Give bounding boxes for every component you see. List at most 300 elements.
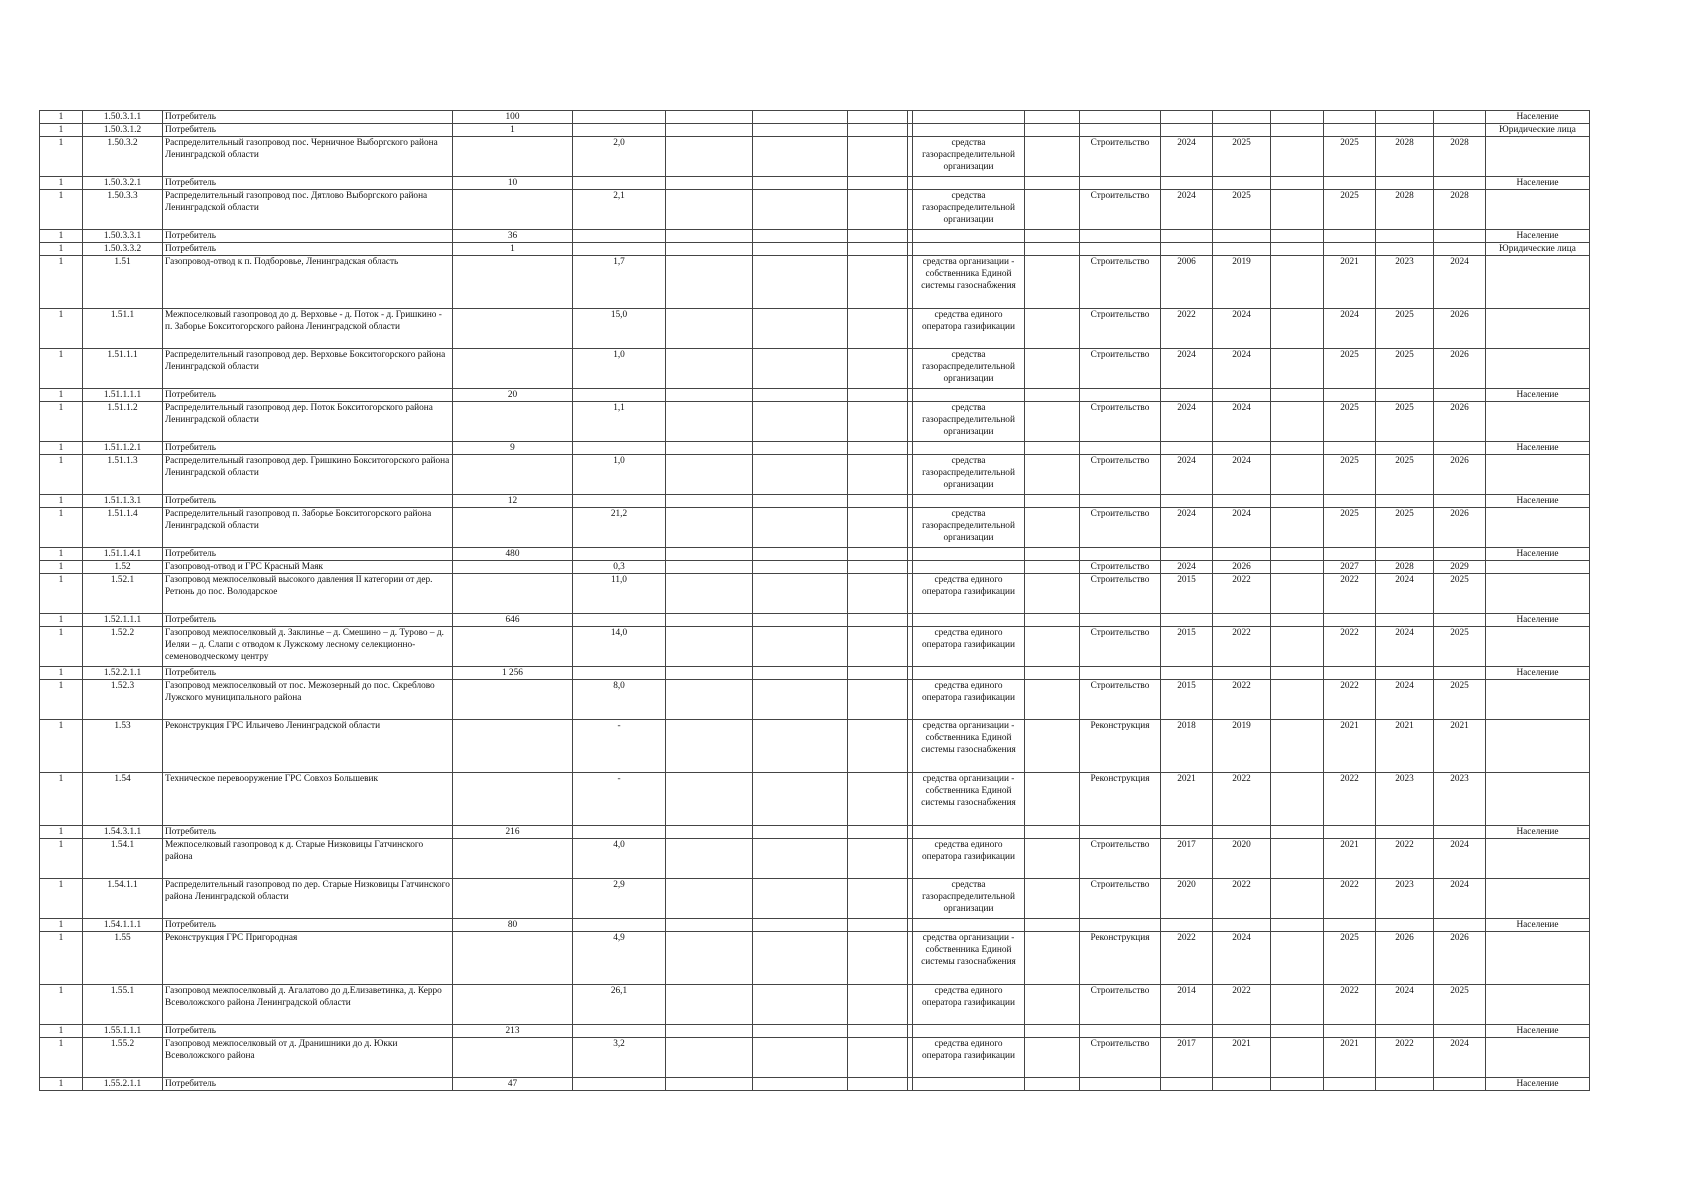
- col-5-cell: [666, 230, 753, 243]
- object-name-cell: Газопровод межпоселковый от д. Дранишники до д. Юкки Всеволожского района: [163, 1038, 453, 1078]
- col-14-cell: [1271, 614, 1324, 627]
- col-6-cell: [753, 1038, 848, 1078]
- start-year-cell: 2024: [1161, 349, 1213, 389]
- col-7-cell: [848, 349, 908, 389]
- col-14-cell: [1271, 720, 1324, 773]
- item-code-cell: 1.54.1.1.1: [83, 919, 163, 932]
- work-type-cell: Строительство: [1080, 1038, 1161, 1078]
- work-type-cell: Строительство: [1080, 561, 1161, 574]
- col-6-cell: [753, 124, 848, 137]
- length-km-cell: 4,0: [573, 839, 666, 879]
- year-1-cell: [1324, 826, 1376, 839]
- item-code-cell: 1.50.3.1.1: [83, 111, 163, 124]
- object-name-cell: Реконструкция ГРС Пригородная: [163, 932, 453, 985]
- work-type-cell: [1080, 177, 1161, 190]
- col-7-cell: [848, 1078, 908, 1091]
- consumer-type-cell: Население: [1486, 495, 1590, 508]
- object-name-cell: Распределительный газопровод по дер. Старые Низковицы Гатчинского района Ленинградской области: [163, 879, 453, 919]
- funding-source-cell: [913, 614, 1025, 627]
- col-7-cell: [848, 124, 908, 137]
- table-row: [40, 190, 1590, 230]
- row-level-cell: 1: [40, 839, 83, 879]
- end-year-cell: 2019: [1213, 256, 1271, 309]
- row-level-cell: 1: [40, 985, 83, 1025]
- length-km-cell: [573, 111, 666, 124]
- col-10-cell: [1025, 455, 1080, 495]
- length-km-cell: 8,0: [573, 680, 666, 720]
- col-5-cell: [666, 111, 753, 124]
- col-14-cell: [1271, 627, 1324, 667]
- funding-source-cell: средства газораспределительной организации: [913, 137, 1025, 177]
- row-level-cell: 1: [40, 190, 83, 230]
- col-5-cell: [666, 508, 753, 548]
- start-year-cell: [1161, 124, 1213, 137]
- funding-source-cell: средства газораспределительной организации: [913, 508, 1025, 548]
- year-1-cell: [1324, 614, 1376, 627]
- col-14-cell: [1271, 495, 1324, 508]
- work-type-cell: Строительство: [1080, 455, 1161, 495]
- year-3-cell: 2025: [1434, 574, 1486, 614]
- end-year-cell: [1213, 614, 1271, 627]
- table-row: [40, 1078, 1590, 1091]
- col-6-cell: [753, 879, 848, 919]
- year-3-cell: 2024: [1434, 839, 1486, 879]
- row-level-cell: 1: [40, 495, 83, 508]
- col-14-cell: [1271, 230, 1324, 243]
- year-3-cell: 2024: [1434, 256, 1486, 309]
- col-7-cell: [848, 508, 908, 548]
- item-code-cell: 1.51.1.4.1: [83, 548, 163, 561]
- work-type-cell: [1080, 548, 1161, 561]
- start-year-cell: 2015: [1161, 627, 1213, 667]
- col-5-cell: [666, 667, 753, 680]
- funding-source-cell: средства единого оператора газификации: [913, 985, 1025, 1025]
- year-2-cell: [1376, 124, 1434, 137]
- item-code-cell: 1.51.1.3.1: [83, 495, 163, 508]
- item-code-cell: 1.51: [83, 256, 163, 309]
- funding-source-cell: [913, 389, 1025, 402]
- row-level-cell: 1: [40, 442, 83, 455]
- year-3-cell: [1434, 614, 1486, 627]
- item-code-cell: 1.52.2.1.1: [83, 667, 163, 680]
- length-km-cell: [573, 495, 666, 508]
- item-code-cell: 1.52.2: [83, 627, 163, 667]
- object-name-cell: Потребитель: [163, 230, 453, 243]
- funding-source-cell: [913, 561, 1025, 574]
- consumer-type-cell: Население: [1486, 177, 1590, 190]
- col-5-cell: [666, 256, 753, 309]
- year-1-cell: 2021: [1324, 839, 1376, 879]
- item-code-cell: 1.54: [83, 773, 163, 826]
- end-year-cell: 2022: [1213, 680, 1271, 720]
- col-10-cell: [1025, 574, 1080, 614]
- col-14-cell: [1271, 111, 1324, 124]
- length-km-cell: 15,0: [573, 309, 666, 349]
- table-row: [40, 614, 1590, 627]
- col-5-cell: [666, 627, 753, 667]
- col-14-cell: [1271, 879, 1324, 919]
- col-10-cell: [1025, 627, 1080, 667]
- table-row: [40, 243, 1590, 256]
- object-name-cell: Газопровод межпоселковый высокого давления II категории от дер. Ретюнь до пос. Володарское: [163, 574, 453, 614]
- table-row: [40, 826, 1590, 839]
- start-year-cell: [1161, 389, 1213, 402]
- end-year-cell: 2024: [1213, 349, 1271, 389]
- end-year-cell: 2022: [1213, 985, 1271, 1025]
- work-type-cell: Строительство: [1080, 190, 1161, 230]
- consumer-count-cell: [453, 508, 573, 548]
- row-level-cell: 1: [40, 111, 83, 124]
- year-1-cell: [1324, 1078, 1376, 1091]
- table-row: [40, 455, 1590, 495]
- col-10-cell: [1025, 256, 1080, 309]
- length-km-cell: [573, 1025, 666, 1038]
- start-year-cell: 2018: [1161, 720, 1213, 773]
- funding-source-cell: средства газораспределительной организации: [913, 402, 1025, 442]
- year-1-cell: [1324, 124, 1376, 137]
- funding-source-cell: средства единого оператора газификации: [913, 309, 1025, 349]
- start-year-cell: [1161, 243, 1213, 256]
- col-14-cell: [1271, 680, 1324, 720]
- year-3-cell: 2025: [1434, 680, 1486, 720]
- year-2-cell: 2028: [1376, 137, 1434, 177]
- year-1-cell: [1324, 230, 1376, 243]
- consumer-count-cell: [453, 137, 573, 177]
- col-6-cell: [753, 667, 848, 680]
- funding-source-cell: средства газораспределительной организации: [913, 455, 1025, 495]
- funding-source-cell: [913, 495, 1025, 508]
- consumer-count-cell: 1: [453, 124, 573, 137]
- work-type-cell: [1080, 614, 1161, 627]
- col-10-cell: [1025, 773, 1080, 826]
- length-km-cell: [573, 243, 666, 256]
- col-5-cell: [666, 680, 753, 720]
- consumer-count-cell: [453, 627, 573, 667]
- year-2-cell: [1376, 667, 1434, 680]
- object-name-cell: Газопровод межпоселковый д. Заклинье – д. Смешино – д. Турово – д. Иеляи – д. Слапи с отводом к Лужскому лесному селекционно-семеноводческому центру: [163, 627, 453, 667]
- year-1-cell: [1324, 1025, 1376, 1038]
- consumer-count-cell: 1: [453, 243, 573, 256]
- col-10-cell: [1025, 190, 1080, 230]
- year-2-cell: 2022: [1376, 1038, 1434, 1078]
- consumer-count-cell: [453, 720, 573, 773]
- funding-source-cell: [913, 243, 1025, 256]
- item-code-cell: 1.50.3.3: [83, 190, 163, 230]
- col-14-cell: [1271, 561, 1324, 574]
- object-name-cell: Газопровод-отвод к п. Подборовье, Ленинградская область: [163, 256, 453, 309]
- work-type-cell: [1080, 826, 1161, 839]
- col-10-cell: [1025, 402, 1080, 442]
- consumer-type-cell: [1486, 627, 1590, 667]
- year-3-cell: [1434, 667, 1486, 680]
- funding-source-cell: средства газораспределительной организации: [913, 879, 1025, 919]
- col-14-cell: [1271, 574, 1324, 614]
- consumer-count-cell: [453, 879, 573, 919]
- start-year-cell: 2024: [1161, 508, 1213, 548]
- start-year-cell: 2024: [1161, 455, 1213, 495]
- consumer-type-cell: Население: [1486, 1078, 1590, 1091]
- col-10-cell: [1025, 985, 1080, 1025]
- consumer-type-cell: [1486, 1038, 1590, 1078]
- col-14-cell: [1271, 243, 1324, 256]
- year-3-cell: 2025: [1434, 627, 1486, 667]
- object-name-cell: Потребитель: [163, 919, 453, 932]
- col-5-cell: [666, 919, 753, 932]
- start-year-cell: 2024: [1161, 137, 1213, 177]
- end-year-cell: [1213, 826, 1271, 839]
- year-1-cell: 2025: [1324, 190, 1376, 230]
- col-6-cell: [753, 932, 848, 985]
- consumer-count-cell: [453, 309, 573, 349]
- item-code-cell: 1.53: [83, 720, 163, 773]
- work-type-cell: [1080, 919, 1161, 932]
- consumer-count-cell: 36: [453, 230, 573, 243]
- consumer-type-cell: [1486, 773, 1590, 826]
- col-7-cell: [848, 548, 908, 561]
- consumer-count-cell: 10: [453, 177, 573, 190]
- col-5-cell: [666, 309, 753, 349]
- table-row: [40, 561, 1590, 574]
- row-level-cell: 1: [40, 680, 83, 720]
- year-3-cell: [1434, 548, 1486, 561]
- year-1-cell: 2022: [1324, 627, 1376, 667]
- col-6-cell: [753, 574, 848, 614]
- consumer-count-cell: 1 256: [453, 667, 573, 680]
- consumer-count-cell: [453, 574, 573, 614]
- consumer-count-cell: 480: [453, 548, 573, 561]
- row-level-cell: 1: [40, 919, 83, 932]
- col-6-cell: [753, 773, 848, 826]
- col-5-cell: [666, 574, 753, 614]
- end-year-cell: 2025: [1213, 190, 1271, 230]
- year-3-cell: 2023: [1434, 773, 1486, 826]
- col-5-cell: [666, 402, 753, 442]
- table-row: [40, 442, 1590, 455]
- col-14-cell: [1271, 349, 1324, 389]
- year-2-cell: 2022: [1376, 839, 1434, 879]
- start-year-cell: [1161, 442, 1213, 455]
- object-name-cell: Распределительный газопровод дер. Поток Бокситогорского района Ленинградской области: [163, 402, 453, 442]
- table-row: [40, 177, 1590, 190]
- col-7-cell: [848, 1038, 908, 1078]
- length-km-cell: 21,2: [573, 508, 666, 548]
- object-name-cell: Распределительный газопровод пос. Черничное Выборгского района Ленинградской области: [163, 137, 453, 177]
- row-level-cell: 1: [40, 773, 83, 826]
- year-1-cell: [1324, 548, 1376, 561]
- consumer-type-cell: Население: [1486, 442, 1590, 455]
- consumer-type-cell: Население: [1486, 667, 1590, 680]
- table-row: [40, 389, 1590, 402]
- col-6-cell: [753, 985, 848, 1025]
- col-5-cell: [666, 773, 753, 826]
- col-7-cell: [848, 137, 908, 177]
- col-6-cell: [753, 389, 848, 402]
- object-name-cell: Межпоселковый газопровод к д. Старые Низковицы Гатчинского района: [163, 839, 453, 879]
- start-year-cell: 2017: [1161, 839, 1213, 879]
- consumer-type-cell: [1486, 402, 1590, 442]
- year-3-cell: 2026: [1434, 932, 1486, 985]
- end-year-cell: 2024: [1213, 932, 1271, 985]
- length-km-cell: 11,0: [573, 574, 666, 614]
- col-6-cell: [753, 442, 848, 455]
- year-2-cell: [1376, 548, 1434, 561]
- row-level-cell: 1: [40, 627, 83, 667]
- year-1-cell: 2025: [1324, 349, 1376, 389]
- row-level-cell: 1: [40, 720, 83, 773]
- work-type-cell: [1080, 111, 1161, 124]
- object-name-cell: Потребитель: [163, 548, 453, 561]
- consumer-type-cell: Население: [1486, 230, 1590, 243]
- row-level-cell: 1: [40, 309, 83, 349]
- col-14-cell: [1271, 256, 1324, 309]
- col-14-cell: [1271, 919, 1324, 932]
- row-level-cell: 1: [40, 1078, 83, 1091]
- consumer-type-cell: [1486, 574, 1590, 614]
- end-year-cell: [1213, 548, 1271, 561]
- col-14-cell: [1271, 1025, 1324, 1038]
- funding-source-cell: [913, 230, 1025, 243]
- start-year-cell: 2017: [1161, 1038, 1213, 1078]
- col-5-cell: [666, 124, 753, 137]
- item-code-cell: 1.55.1.1.1: [83, 1025, 163, 1038]
- item-code-cell: 1.50.3.2: [83, 137, 163, 177]
- col-10-cell: [1025, 932, 1080, 985]
- consumer-type-cell: [1486, 680, 1590, 720]
- start-year-cell: [1161, 826, 1213, 839]
- year-3-cell: [1434, 124, 1486, 137]
- col-10-cell: [1025, 495, 1080, 508]
- length-km-cell: [573, 614, 666, 627]
- col-14-cell: [1271, 548, 1324, 561]
- item-code-cell: 1.52.3: [83, 680, 163, 720]
- length-km-cell: 1,1: [573, 402, 666, 442]
- col-7-cell: [848, 985, 908, 1025]
- work-type-cell: Строительство: [1080, 680, 1161, 720]
- col-5-cell: [666, 720, 753, 773]
- col-10-cell: [1025, 1078, 1080, 1091]
- year-1-cell: [1324, 495, 1376, 508]
- object-name-cell: Потребитель: [163, 389, 453, 402]
- consumer-type-cell: Население: [1486, 548, 1590, 561]
- year-3-cell: [1434, 442, 1486, 455]
- item-code-cell: 1.52: [83, 561, 163, 574]
- length-km-cell: 3,2: [573, 1038, 666, 1078]
- work-type-cell: Строительство: [1080, 256, 1161, 309]
- row-level-cell: 1: [40, 177, 83, 190]
- col-7-cell: [848, 230, 908, 243]
- consumer-type-cell: Юридические лица: [1486, 124, 1590, 137]
- item-code-cell: 1.50.3.3.1: [83, 230, 163, 243]
- year-1-cell: 2022: [1324, 985, 1376, 1025]
- end-year-cell: 2019: [1213, 720, 1271, 773]
- row-level-cell: 1: [40, 561, 83, 574]
- item-code-cell: 1.51.1.1.1: [83, 389, 163, 402]
- consumer-type-cell: Население: [1486, 614, 1590, 627]
- consumer-type-cell: [1486, 879, 1590, 919]
- work-type-cell: Строительство: [1080, 137, 1161, 177]
- row-level-cell: 1: [40, 349, 83, 389]
- col-10-cell: [1025, 177, 1080, 190]
- table-row: [40, 680, 1590, 720]
- consumer-type-cell: Население: [1486, 1025, 1590, 1038]
- length-km-cell: 1,0: [573, 455, 666, 495]
- end-year-cell: 2024: [1213, 309, 1271, 349]
- year-1-cell: 2022: [1324, 680, 1376, 720]
- col-5-cell: [666, 614, 753, 627]
- row-level-cell: 1: [40, 614, 83, 627]
- start-year-cell: [1161, 548, 1213, 561]
- year-2-cell: 2028: [1376, 561, 1434, 574]
- year-2-cell: 2024: [1376, 627, 1434, 667]
- length-km-cell: [573, 548, 666, 561]
- length-km-cell: 2,9: [573, 879, 666, 919]
- work-type-cell: [1080, 442, 1161, 455]
- object-name-cell: Потребитель: [163, 177, 453, 190]
- start-year-cell: [1161, 495, 1213, 508]
- col-5-cell: [666, 389, 753, 402]
- col-6-cell: [753, 720, 848, 773]
- consumer-type-cell: [1486, 309, 1590, 349]
- table-row: [40, 932, 1590, 985]
- funding-source-cell: [913, 548, 1025, 561]
- col-6-cell: [753, 508, 848, 548]
- year-1-cell: 2021: [1324, 256, 1376, 309]
- col-10-cell: [1025, 680, 1080, 720]
- funding-source-cell: средства организации - собственника Единой системы газоснабжения: [913, 932, 1025, 985]
- item-code-cell: 1.51.1.3: [83, 455, 163, 495]
- col-5-cell: [666, 177, 753, 190]
- table-row: [40, 574, 1590, 614]
- col-10-cell: [1025, 667, 1080, 680]
- start-year-cell: 2024: [1161, 561, 1213, 574]
- year-3-cell: [1434, 177, 1486, 190]
- length-km-cell: [573, 919, 666, 932]
- object-name-cell: Потребитель: [163, 1025, 453, 1038]
- funding-source-cell: [913, 1078, 1025, 1091]
- year-3-cell: [1434, 919, 1486, 932]
- length-km-cell: 1,0: [573, 349, 666, 389]
- start-year-cell: [1161, 919, 1213, 932]
- work-type-cell: Строительство: [1080, 839, 1161, 879]
- year-1-cell: 2025: [1324, 402, 1376, 442]
- col-6-cell: [753, 177, 848, 190]
- length-km-cell: -: [573, 773, 666, 826]
- row-level-cell: 1: [40, 667, 83, 680]
- work-type-cell: [1080, 230, 1161, 243]
- start-year-cell: [1161, 667, 1213, 680]
- col-5-cell: [666, 561, 753, 574]
- table-row: [40, 667, 1590, 680]
- col-14-cell: [1271, 1078, 1324, 1091]
- col-10-cell: [1025, 349, 1080, 389]
- year-1-cell: 2025: [1324, 932, 1376, 985]
- col-5-cell: [666, 349, 753, 389]
- funding-source-cell: средства газораспределительной организации: [913, 190, 1025, 230]
- col-10-cell: [1025, 839, 1080, 879]
- consumer-type-cell: Население: [1486, 919, 1590, 932]
- col-7-cell: [848, 627, 908, 667]
- col-5-cell: [666, 932, 753, 985]
- object-name-cell: Потребитель: [163, 667, 453, 680]
- object-name-cell: Распределительный газопровод пос. Дятлово Выборгского района Ленинградской области: [163, 190, 453, 230]
- col-6-cell: [753, 455, 848, 495]
- year-3-cell: [1434, 230, 1486, 243]
- end-year-cell: 2024: [1213, 508, 1271, 548]
- col-10-cell: [1025, 309, 1080, 349]
- funding-source-cell: средства единого оператора газификации: [913, 574, 1025, 614]
- item-code-cell: 1.55.2: [83, 1038, 163, 1078]
- consumer-count-cell: [453, 839, 573, 879]
